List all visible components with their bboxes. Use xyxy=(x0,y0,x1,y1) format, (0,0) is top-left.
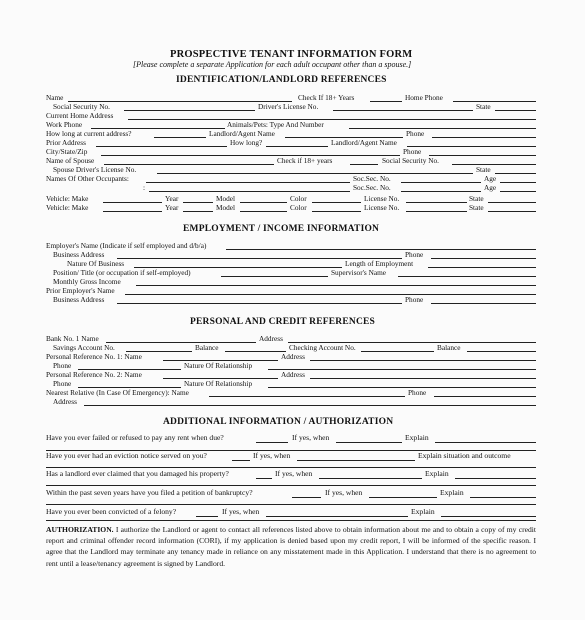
current-address-field[interactable] xyxy=(128,119,536,120)
occupant2-ssn-field[interactable] xyxy=(401,191,481,192)
state-field[interactable] xyxy=(495,110,536,111)
employer-name-label: Employer's Name (Indicate if self employed and d/b/a) xyxy=(46,241,207,250)
city-state-zip-label: City/State/Zip xyxy=(46,147,88,156)
nearest-relative-address-label: Address xyxy=(53,397,77,406)
checking-field[interactable] xyxy=(361,351,434,352)
spouse-state-field[interactable] xyxy=(495,173,536,174)
home-phone-label: Home Phone xyxy=(405,93,443,102)
q2-when-field[interactable] xyxy=(297,460,415,461)
monthly-gross-field[interactable] xyxy=(136,285,536,286)
work-phone-label: Work Phone xyxy=(46,120,83,129)
vehicle1-year-label: Year xyxy=(165,194,179,203)
q2-if-yes-label: If yes, when xyxy=(253,451,291,460)
prior-business-phone-label: Phone xyxy=(405,295,424,304)
nearest-relative-phone-label: Phone xyxy=(408,388,427,397)
q1-answer-field[interactable] xyxy=(256,442,288,443)
home-phone-field[interactable] xyxy=(453,101,536,102)
nearest-relative-label: Nearest Relative (In Case Of Emergency): Name xyxy=(46,388,189,397)
vehicle1-license-field[interactable] xyxy=(406,202,467,203)
q3-if-yes-label: If yes, when xyxy=(275,469,313,478)
vehicle1-color-field[interactable] xyxy=(312,202,361,203)
q3-explain-line2[interactable] xyxy=(46,485,536,486)
business-phone-field[interactable] xyxy=(431,258,536,259)
occupant2-name-field[interactable] xyxy=(149,191,350,192)
business-phone-label: Phone xyxy=(405,250,424,259)
section-identification-title: IDENTIFICATION/LANDLORD REFERENCES xyxy=(176,75,387,85)
personal-ref1-relationship-field[interactable] xyxy=(268,369,536,370)
q5-when-field[interactable] xyxy=(266,516,408,517)
vehicle2-license-label: License No. xyxy=(364,203,400,212)
spouse-check18-field[interactable] xyxy=(350,164,378,165)
q4-when-field[interactable] xyxy=(369,497,437,498)
q3-explain-label: Explain xyxy=(425,469,449,478)
supervisor-name-label: Supervisor's Name xyxy=(331,268,387,277)
bank-name-field[interactable] xyxy=(106,342,256,343)
personal-ref2-phone-label: Phone xyxy=(53,379,72,388)
length-employment-field[interactable] xyxy=(428,267,536,268)
q4-answer-field[interactable] xyxy=(292,497,321,498)
savings-balance-field[interactable] xyxy=(225,351,286,352)
q5-explain-line2[interactable] xyxy=(46,520,536,521)
vehicle2-make-field[interactable] xyxy=(103,211,162,212)
spouse-license-field[interactable] xyxy=(157,173,473,174)
how-long-current-label: How long at current address? xyxy=(46,129,132,138)
vehicle2-model-label: Model xyxy=(216,203,236,212)
name-label: Name xyxy=(46,93,64,102)
occupant2-age-field[interactable] xyxy=(500,191,536,192)
q2-label: Have you ever had an eviction notice served on you? xyxy=(46,451,207,460)
how-long-current-field[interactable] xyxy=(154,137,206,138)
vehicle1-make-label: Vehicle: Make xyxy=(46,194,89,203)
supervisor-name-field[interactable] xyxy=(398,276,536,277)
how-long-label: How long? xyxy=(230,138,263,147)
form-title: PROSPECTIVE TENANT INFORMATION FORM xyxy=(170,49,413,60)
personal-ref1-address-label: Address xyxy=(281,352,305,361)
drivers-license-label: Driver's License No. xyxy=(258,102,319,111)
monthly-gross-label: Monthly Gross Income xyxy=(53,277,121,286)
bank-address-label: Address xyxy=(259,334,283,343)
q5-label: Have you ever been convicted of a felony? xyxy=(46,507,177,516)
landlord-phone-field[interactable] xyxy=(432,137,536,138)
q2-explain-line2[interactable] xyxy=(46,467,536,468)
form-subtitle: [Please complete a separate Application for each adult occupant other than a spouse.] xyxy=(133,60,412,69)
spouse-ssn-label: Social Security No. xyxy=(382,156,439,165)
personal-ref2-label: Personal Reference No. 2: Name xyxy=(46,370,142,379)
spouse-name-label: Name of Spouse xyxy=(46,156,95,165)
vehicle1-model-label: Model xyxy=(216,194,236,203)
prior-landlord-label: Landlord/Agent Name xyxy=(331,138,397,147)
animals-field[interactable] xyxy=(349,128,536,129)
prior-address-label: Prior Address xyxy=(46,138,86,147)
vehicle2-state-field[interactable] xyxy=(488,211,536,212)
landlord-name-label: Landlord/Agent Name xyxy=(209,129,275,138)
q4-if-yes-label: If yes, when xyxy=(325,488,363,497)
q5-if-yes-label: If yes, when xyxy=(222,507,260,516)
personal-ref1-phone-label: Phone xyxy=(53,361,72,370)
savings-balance-label: Balance xyxy=(195,343,219,352)
q1-when-field[interactable] xyxy=(336,442,402,443)
vehicle1-state-label: State xyxy=(469,194,484,203)
vehicle2-model-field[interactable] xyxy=(240,211,287,212)
spouse-state-label: State xyxy=(476,165,491,174)
occupant1-age-field[interactable] xyxy=(500,182,536,183)
q1-if-yes-label: If yes, when xyxy=(292,433,330,442)
vehicle1-make-field[interactable] xyxy=(103,202,162,203)
check18-field[interactable] xyxy=(370,101,402,102)
drivers-license-field[interactable] xyxy=(333,110,473,111)
q3-explain-field[interactable] xyxy=(455,478,536,479)
spouse-ssn-field[interactable] xyxy=(452,164,536,165)
section-employment-title: EMPLOYMENT / INCOME INFORMATION xyxy=(183,224,380,234)
vehicle1-year-field[interactable] xyxy=(183,202,213,203)
vehicle2-state-label: State xyxy=(469,203,484,212)
section-authorization-title: ADDITIONAL INFORMATION / AUTHORIZATION xyxy=(163,417,394,427)
occupant1-age-label: Age xyxy=(484,174,497,183)
length-employment-label: Length of Employment xyxy=(345,259,414,268)
state-label: State xyxy=(476,102,491,111)
prior-business-address-field[interactable] xyxy=(117,303,402,304)
nearest-relative-address-field[interactable] xyxy=(84,405,536,406)
bank-name-label: Bank No. 1 Name xyxy=(46,334,99,343)
employer-name-field[interactable] xyxy=(226,249,536,250)
prior-business-phone-field[interactable] xyxy=(431,303,536,304)
other-occupants-label: Names Of Other Occupants: xyxy=(46,174,129,183)
business-address-label: Business Address xyxy=(53,250,105,259)
q2-explain-label: Explain situation and outcome xyxy=(418,451,511,460)
check18-label: Check If 18+ Years xyxy=(298,93,355,102)
checking-label: Checking Account No. xyxy=(289,343,356,352)
prior-business-address-label: Business Address xyxy=(53,295,105,304)
occupant2-colon: : xyxy=(143,183,146,192)
occupant1-ssn-field[interactable] xyxy=(401,182,481,183)
personal-ref1-relationship-label: Nature Of Relationship xyxy=(184,361,253,370)
vehicle1-model-field[interactable] xyxy=(240,202,287,203)
savings-label: Savings Account No. xyxy=(53,343,115,352)
q4-explain-label: Explain xyxy=(440,488,464,497)
personal-ref2-address-field[interactable] xyxy=(310,378,536,379)
prior-employer-label: Prior Employer's Name xyxy=(46,286,115,295)
vehicle1-color-label: Color xyxy=(290,194,307,203)
prior-phone-label: Phone xyxy=(403,147,422,156)
q5-explain-label: Explain xyxy=(411,507,435,516)
spouse-license-label: Spouse Driver's License No. xyxy=(53,165,137,174)
prior-phone-field[interactable] xyxy=(429,155,536,156)
nearest-relative-field[interactable] xyxy=(209,396,405,397)
position-title-label: Position/ Title (or occupation if self-employed) xyxy=(53,268,191,277)
prior-address-field[interactable] xyxy=(96,146,227,147)
vehicle2-make-label: Vehicle: Make xyxy=(46,203,89,212)
position-title-field[interactable] xyxy=(221,276,328,277)
nature-business-label: Nature Of Business xyxy=(67,259,125,268)
authorization-label: AUTHORIZATION. xyxy=(46,525,114,534)
q1-label: Have you ever failed or refused to pay any rent when due? xyxy=(46,433,224,442)
vehicle2-license-field[interactable] xyxy=(406,211,467,212)
prior-employer-field[interactable] xyxy=(125,294,536,295)
q5-explain-field[interactable] xyxy=(441,516,536,517)
q1-explain-field[interactable] xyxy=(435,442,536,443)
city-state-zip-field[interactable] xyxy=(101,155,400,156)
q3-label: Has a landlord ever claimed that you damaged his property? xyxy=(46,469,229,478)
current-address-label: Current Home Address xyxy=(46,111,114,120)
checking-balance-label: Balance xyxy=(437,343,461,352)
spouse-check18-label: Check if 18+ years xyxy=(277,156,333,165)
vehicle2-year-field[interactable] xyxy=(183,211,213,212)
how-long-field[interactable] xyxy=(266,146,328,147)
q5-answer-field[interactable] xyxy=(196,516,218,517)
vehicle2-color-field[interactable] xyxy=(312,211,361,212)
ssn-field[interactable] xyxy=(124,110,255,111)
personal-ref1-label: Personal Reference No. 1: Name xyxy=(46,352,142,361)
personal-ref2-address-label: Address xyxy=(281,370,305,379)
q1-explain-label: Explain xyxy=(405,433,429,442)
checking-balance-field[interactable] xyxy=(467,351,536,352)
q4-explain-field[interactable] xyxy=(470,497,536,498)
authorization-paragraph xyxy=(46,524,536,569)
prior-landlord-field[interactable] xyxy=(407,146,536,147)
q2-answer-field[interactable] xyxy=(232,460,250,461)
landlord-phone-label: Phone xyxy=(406,129,425,138)
occupant2-ssn-label: Soc.Sec. No. xyxy=(353,183,391,192)
ssn-label: Social Security No. xyxy=(53,102,110,111)
q3-answer-field[interactable] xyxy=(256,478,272,479)
occupant2-age-label: Age xyxy=(484,183,497,192)
q4-label: Within the past seven years have you filed a petition of bankruptcy? xyxy=(46,488,253,497)
vehicle1-state-field[interactable] xyxy=(488,202,536,203)
vehicle2-year-label: Year xyxy=(165,203,179,212)
vehicle2-color-label: Color xyxy=(290,203,307,212)
vehicle1-license-label: License No. xyxy=(364,194,400,203)
q4-explain-line2[interactable] xyxy=(46,504,536,505)
q3-when-field[interactable] xyxy=(319,478,422,479)
personal-ref2-relationship-label: Nature Of Relationship xyxy=(184,379,253,388)
nearest-relative-phone-field[interactable] xyxy=(434,396,536,397)
animals-label: Animals/Pets: Type And Number xyxy=(227,120,324,129)
personal-ref1-address-field[interactable] xyxy=(310,360,536,361)
personal-ref2-relationship-field[interactable] xyxy=(268,387,536,388)
section-references-title: PERSONAL AND CREDIT REFERENCES xyxy=(190,317,376,327)
occupant1-ssn-label: Soc.Sec. No. xyxy=(353,174,391,183)
authorization-text: I authorize the Landlord or agent to contact all references listed above to obtain information about me and to obtain a copy of my credit report and criminal offender record information (CORI), if my application is denied based upon my credit report, I will be informed of the specific reason. I agree that the Landlord may terminate any tenancy made in reliance on any misstatement made in this Application. I understand that there is no agreement to rent until a lease/tenancy agreement is signed by Landlord. xyxy=(46,525,536,568)
occupant1-name-field[interactable] xyxy=(146,182,350,183)
